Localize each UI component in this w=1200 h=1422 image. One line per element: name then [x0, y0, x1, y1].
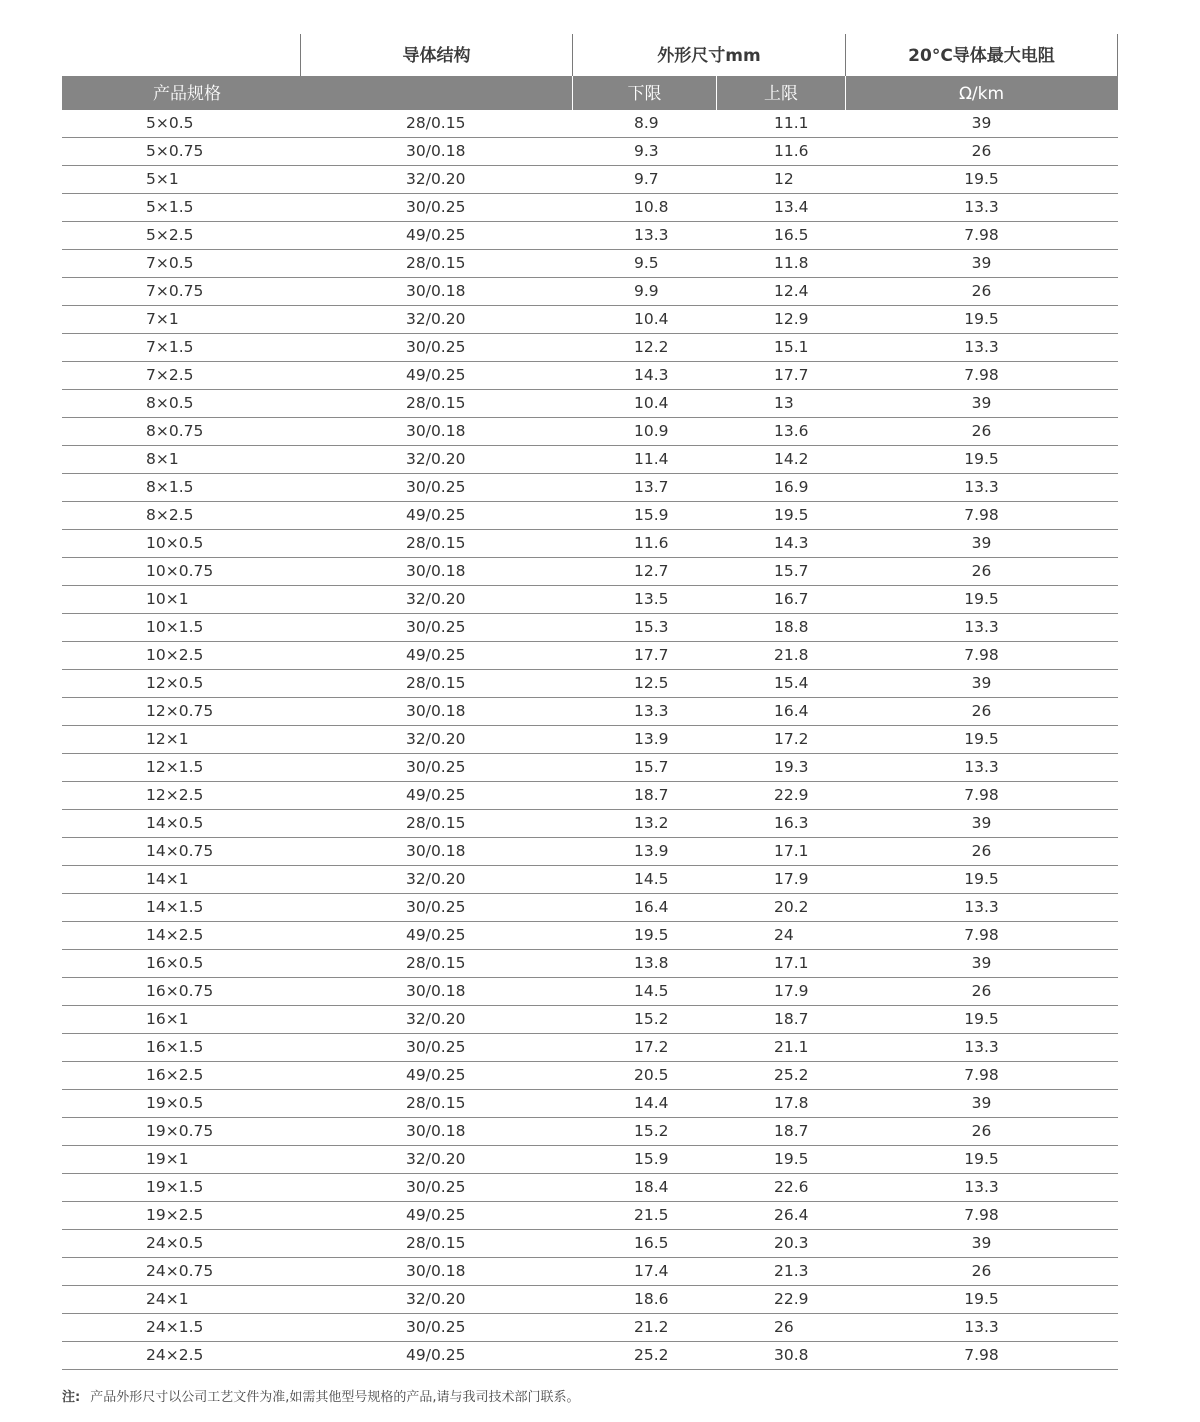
cell-resistance: 39: [971, 114, 992, 132]
cell-upper-limit: 22.9: [774, 1290, 809, 1308]
cell-lower-limit: 15.2: [634, 1010, 669, 1028]
cell-lower-limit: 17.2: [634, 1038, 669, 1056]
cell-conductor: 30/0.18: [406, 1262, 466, 1280]
table-row: [62, 894, 1118, 922]
cell-spec: 19×2.5: [146, 1206, 204, 1224]
cell-spec: 10×0.75: [146, 562, 214, 580]
cell-lower-limit: 10.4: [634, 310, 669, 328]
table-row: [62, 194, 1118, 222]
cell-upper-limit: 15.7: [774, 562, 809, 580]
cell-conductor: 32/0.20: [406, 1290, 466, 1308]
cell-upper-limit: 22.6: [774, 1178, 809, 1196]
cell-resistance: 39: [971, 954, 992, 972]
cell-upper-limit: 17.7: [774, 366, 809, 384]
cell-lower-limit: 15.9: [634, 1150, 669, 1168]
cell-spec: 5×0.75: [146, 142, 204, 160]
cell-lower-limit: 19.5: [634, 926, 669, 944]
cell-conductor: 32/0.20: [406, 730, 466, 748]
cell-conductor: 30/0.18: [406, 842, 466, 860]
cell-upper-limit: 17.1: [774, 842, 809, 860]
cell-resistance: 19.5: [964, 730, 999, 748]
table-row: [62, 1286, 1118, 1314]
cell-upper-limit: 12.9: [774, 310, 809, 328]
cell-conductor: 32/0.20: [406, 310, 466, 328]
cell-spec: 12×0.5: [146, 674, 204, 692]
cell-upper-limit: 15.4: [774, 674, 809, 692]
cell-lower-limit: 13.9: [634, 842, 669, 860]
cell-conductor: 49/0.25: [406, 1066, 466, 1084]
table-row: [62, 1314, 1118, 1342]
cell-upper-limit: 18.7: [774, 1010, 809, 1028]
cell-conductor: 30/0.18: [406, 702, 466, 720]
cell-resistance: 19.5: [964, 1150, 999, 1168]
cell-spec: 12×2.5: [146, 786, 204, 804]
cell-upper-limit: 17.9: [774, 982, 809, 1000]
cell-conductor: 28/0.15: [406, 254, 466, 272]
cell-resistance: 19.5: [964, 870, 999, 888]
cell-resistance: 19.5: [964, 1010, 999, 1028]
cell-conductor: 28/0.15: [406, 674, 466, 692]
cell-upper-limit: 17.1: [774, 954, 809, 972]
table-row: [62, 950, 1118, 978]
cell-conductor: 30/0.25: [406, 758, 466, 776]
cell-spec: 8×0.5: [146, 394, 194, 412]
table-row: [62, 1258, 1118, 1286]
table-row: [62, 558, 1118, 586]
cell-resistance: 13.3: [964, 758, 999, 776]
cell-lower-limit: 16.4: [634, 898, 669, 916]
cell-spec: 24×2.5: [146, 1346, 204, 1364]
cell-spec: 8×1: [146, 450, 179, 468]
cell-resistance: 26: [971, 562, 992, 580]
cell-spec: 8×0.75: [146, 422, 204, 440]
header-max-resistance: 20°C导体最大电阻: [908, 46, 1055, 66]
cell-conductor: 32/0.20: [406, 1150, 466, 1168]
cell-conductor: 30/0.18: [406, 1122, 466, 1140]
cell-lower-limit: 14.5: [634, 982, 669, 1000]
cell-lower-limit: 13.8: [634, 954, 669, 972]
cell-resistance: 7.98: [964, 506, 999, 524]
cell-upper-limit: 21.1: [774, 1038, 809, 1056]
cell-upper-limit: 25.2: [774, 1066, 809, 1084]
cell-upper-limit: 21.8: [774, 646, 809, 664]
cell-spec: 5×0.5: [146, 114, 194, 132]
cell-lower-limit: 18.7: [634, 786, 669, 804]
table-row: [62, 810, 1118, 838]
cell-conductor: 30/0.25: [406, 478, 466, 496]
cell-resistance: 26: [971, 142, 992, 160]
table-row: [62, 1230, 1118, 1258]
cell-lower-limit: 21.5: [634, 1206, 669, 1224]
header-outer-dimension: 外形尺寸mm: [657, 46, 761, 66]
footnote: [62, 1386, 579, 1405]
cell-conductor: 30/0.18: [406, 282, 466, 300]
header-band: [62, 76, 1118, 110]
cell-spec: 19×0.5: [146, 1094, 204, 1112]
cell-lower-limit: 14.3: [634, 366, 669, 384]
cell-upper-limit: 13.4: [774, 198, 809, 216]
cell-lower-limit: 11.6: [634, 534, 669, 552]
cell-conductor: 49/0.25: [406, 926, 466, 944]
header-product-spec: 产品规格: [153, 84, 221, 104]
cell-spec: 16×2.5: [146, 1066, 204, 1084]
cell-resistance: 26: [971, 1262, 992, 1280]
cell-upper-limit: 24: [774, 926, 794, 944]
cell-spec: 24×0.75: [146, 1262, 214, 1280]
header-lower-limit: 下限: [627, 84, 662, 104]
cell-lower-limit: 17.7: [634, 646, 669, 664]
cell-lower-limit: 13.3: [634, 226, 669, 244]
table-row: [62, 502, 1118, 530]
cell-upper-limit: 14.2: [774, 450, 809, 468]
cell-spec: 8×2.5: [146, 506, 194, 524]
cell-lower-limit: 14.5: [634, 870, 669, 888]
table-row: [62, 278, 1118, 306]
cell-upper-limit: 19.5: [774, 506, 809, 524]
table-row: [62, 390, 1118, 418]
cell-lower-limit: 15.7: [634, 758, 669, 776]
cell-resistance: 7.98: [964, 646, 999, 664]
cell-resistance: 39: [971, 814, 992, 832]
cell-resistance: 26: [971, 702, 992, 720]
cell-conductor: 49/0.25: [406, 1206, 466, 1224]
cell-resistance: 13.3: [964, 898, 999, 916]
cell-conductor: 28/0.15: [406, 534, 466, 552]
cell-lower-limit: 25.2: [634, 1346, 669, 1364]
cell-resistance: 7.98: [964, 926, 999, 944]
cell-lower-limit: 15.2: [634, 1122, 669, 1140]
table-row: [62, 474, 1118, 502]
cell-conductor: 28/0.15: [406, 814, 466, 832]
cell-conductor: 28/0.15: [406, 954, 466, 972]
cell-conductor: 30/0.18: [406, 982, 466, 1000]
cell-spec: 8×1.5: [146, 478, 194, 496]
cell-conductor: 30/0.25: [406, 1178, 466, 1196]
cell-conductor: 30/0.25: [406, 618, 466, 636]
table-row: [62, 1202, 1118, 1230]
cell-resistance: 39: [971, 1094, 992, 1112]
cell-upper-limit: 11.8: [774, 254, 809, 272]
cell-lower-limit: 15.3: [634, 618, 669, 636]
cell-spec: 14×0.5: [146, 814, 204, 832]
cell-conductor: 32/0.20: [406, 1010, 466, 1028]
cell-resistance: 39: [971, 254, 992, 272]
cell-resistance: 26: [971, 1122, 992, 1140]
cell-conductor: 32/0.20: [406, 450, 466, 468]
cell-spec: 7×1: [146, 310, 179, 328]
cell-resistance: 39: [971, 534, 992, 552]
cell-lower-limit: 13.9: [634, 730, 669, 748]
cell-upper-limit: 12: [774, 170, 794, 188]
cell-spec: 12×1.5: [146, 758, 204, 776]
header-divider: [1117, 34, 1118, 76]
cell-resistance: 13.3: [964, 1318, 999, 1336]
cell-spec: 14×1.5: [146, 898, 204, 916]
cell-upper-limit: 13: [774, 394, 794, 412]
cell-resistance: 26: [971, 842, 992, 860]
cell-upper-limit: 20.3: [774, 1234, 809, 1252]
cell-conductor: 49/0.25: [406, 786, 466, 804]
table-row: [62, 782, 1118, 810]
cell-upper-limit: 16.7: [774, 590, 809, 608]
table-row: [62, 362, 1118, 390]
cell-spec: 10×0.5: [146, 534, 204, 552]
header-group-row: [62, 34, 1118, 76]
cell-spec: 14×1: [146, 870, 189, 888]
cell-resistance: 19.5: [964, 1290, 999, 1308]
cell-spec: 16×0.75: [146, 982, 214, 1000]
table-row: [62, 866, 1118, 894]
cell-lower-limit: 13.3: [634, 702, 669, 720]
cell-conductor: 32/0.20: [406, 870, 466, 888]
cell-upper-limit: 17.9: [774, 870, 809, 888]
cell-spec: 19×1.5: [146, 1178, 204, 1196]
cell-resistance: 7.98: [964, 1346, 999, 1364]
cell-resistance: 7.98: [964, 366, 999, 384]
cell-spec: 10×2.5: [146, 646, 204, 664]
cell-upper-limit: 19.3: [774, 758, 809, 776]
cell-spec: 10×1: [146, 590, 189, 608]
cell-spec: 19×1: [146, 1150, 189, 1168]
cell-conductor: 28/0.15: [406, 1234, 466, 1252]
cell-resistance: 13.3: [964, 618, 999, 636]
cell-lower-limit: 9.9: [634, 282, 659, 300]
table-row: [62, 1342, 1118, 1370]
cell-upper-limit: 18.7: [774, 1122, 809, 1140]
cell-resistance: 19.5: [964, 450, 999, 468]
cell-lower-limit: 10.9: [634, 422, 669, 440]
cell-lower-limit: 8.9: [634, 114, 659, 132]
table-row: [62, 1146, 1118, 1174]
cell-lower-limit: 11.4: [634, 450, 669, 468]
cell-resistance: 39: [971, 1234, 992, 1252]
cell-lower-limit: 15.9: [634, 506, 669, 524]
cell-upper-limit: 15.1: [774, 338, 809, 356]
cell-conductor: 30/0.18: [406, 562, 466, 580]
cell-conductor: 49/0.25: [406, 506, 466, 524]
table-body: [62, 110, 1118, 1370]
cell-spec: 16×0.5: [146, 954, 204, 972]
cell-lower-limit: 16.5: [634, 1234, 669, 1252]
footnote-label: 注:: [62, 1390, 81, 1405]
cell-upper-limit: 20.2: [774, 898, 809, 916]
cell-resistance: 7.98: [964, 1066, 999, 1084]
cell-upper-limit: 18.8: [774, 618, 809, 636]
cell-conductor: 30/0.18: [406, 142, 466, 160]
table-row: [62, 1006, 1118, 1034]
spec-table: [62, 34, 1118, 1370]
footnote-text: 产品外形尺寸以公司工艺文件为准,如需其他型号规格的产品,请与我司技术部门联系。: [90, 1390, 580, 1405]
cell-resistance: 39: [971, 674, 992, 692]
cell-conductor: 49/0.25: [406, 226, 466, 244]
cell-spec: 14×2.5: [146, 926, 204, 944]
cell-spec: 24×1.5: [146, 1318, 204, 1336]
cell-spec: 10×1.5: [146, 618, 204, 636]
cell-conductor: 49/0.25: [406, 1346, 466, 1364]
cell-spec: 5×1: [146, 170, 179, 188]
header-upper-limit: 上限: [764, 84, 798, 104]
cell-upper-limit: 11.6: [774, 142, 809, 160]
cell-resistance: 19.5: [964, 310, 999, 328]
cell-resistance: 39: [971, 394, 992, 412]
cell-lower-limit: 13.5: [634, 590, 669, 608]
header-conductor-structure: 导体结构: [402, 46, 471, 66]
cell-lower-limit: 20.5: [634, 1066, 669, 1084]
cell-spec: 7×2.5: [146, 366, 194, 384]
cell-upper-limit: 30.8: [774, 1346, 809, 1364]
cell-upper-limit: 16.9: [774, 478, 809, 496]
cell-lower-limit: 17.4: [634, 1262, 669, 1280]
table-row: [62, 306, 1118, 334]
table-row: [62, 754, 1118, 782]
cell-resistance: 7.98: [964, 1206, 999, 1224]
cell-upper-limit: 21.3: [774, 1262, 809, 1280]
table-row: [62, 250, 1118, 278]
cell-conductor: 32/0.20: [406, 590, 466, 608]
cell-conductor: 28/0.15: [406, 1094, 466, 1112]
cell-lower-limit: 10.8: [634, 198, 669, 216]
table-row: [62, 922, 1118, 950]
cell-upper-limit: 13.6: [774, 422, 809, 440]
cell-lower-limit: 18.4: [634, 1178, 669, 1196]
cell-lower-limit: 12.7: [634, 562, 669, 580]
cell-conductor: 30/0.25: [406, 198, 466, 216]
cell-conductor: 30/0.25: [406, 1318, 466, 1336]
table-row: [62, 642, 1118, 670]
cell-lower-limit: 12.2: [634, 338, 669, 356]
table-row: [62, 978, 1118, 1006]
cell-resistance: 26: [971, 282, 992, 300]
cell-resistance: 26: [971, 982, 992, 1000]
cell-lower-limit: 12.5: [634, 674, 669, 692]
cell-conductor: 30/0.25: [406, 338, 466, 356]
table-row: [62, 166, 1118, 194]
cell-resistance: 26: [971, 422, 992, 440]
cell-conductor: 49/0.25: [406, 646, 466, 664]
cell-upper-limit: 26.4: [774, 1206, 809, 1224]
cell-conductor: 30/0.25: [406, 1038, 466, 1056]
cell-spec: 5×1.5: [146, 198, 194, 216]
cell-upper-limit: 14.3: [774, 534, 809, 552]
cell-conductor: 32/0.20: [406, 170, 466, 188]
cell-resistance: 13.3: [964, 198, 999, 216]
cell-spec: 12×0.75: [146, 702, 214, 720]
cell-lower-limit: 10.4: [634, 394, 669, 412]
cell-lower-limit: 13.7: [634, 478, 669, 496]
table-row: [62, 838, 1118, 866]
cell-resistance: 19.5: [964, 590, 999, 608]
table-row: [62, 614, 1118, 642]
table-row: [62, 726, 1118, 754]
header-resistance-unit: Ω/km: [958, 84, 1005, 104]
table-row: [62, 586, 1118, 614]
table-row: [62, 110, 1118, 138]
table-row: [62, 334, 1118, 362]
cell-upper-limit: 12.4: [774, 282, 809, 300]
table-row: [62, 1174, 1118, 1202]
cell-spec: 7×0.5: [146, 254, 194, 272]
table-row: [62, 1118, 1118, 1146]
cell-upper-limit: 11.1: [774, 114, 809, 132]
cell-lower-limit: 21.2: [634, 1318, 669, 1336]
cell-conductor: 30/0.18: [406, 422, 466, 440]
cell-spec: 5×2.5: [146, 226, 194, 244]
cell-upper-limit: 16.3: [774, 814, 809, 832]
cell-spec: 7×1.5: [146, 338, 194, 356]
cell-resistance: 13.3: [964, 338, 999, 356]
cell-spec: 19×0.75: [146, 1122, 214, 1140]
table-row: [62, 418, 1118, 446]
cell-spec: 12×1: [146, 730, 189, 748]
cell-upper-limit: 16.5: [774, 226, 809, 244]
table-row: [62, 222, 1118, 250]
cell-conductor: 49/0.25: [406, 366, 466, 384]
cell-spec: 14×0.75: [146, 842, 214, 860]
cell-spec: 16×1.5: [146, 1038, 204, 1056]
cell-conductor: 28/0.15: [406, 114, 466, 132]
cell-resistance: 7.98: [964, 226, 999, 244]
cell-resistance: 19.5: [964, 170, 999, 188]
cell-lower-limit: 9.7: [634, 170, 659, 188]
cell-lower-limit: 9.3: [634, 142, 659, 160]
cell-resistance: 7.98: [964, 786, 999, 804]
cell-spec: 7×0.75: [146, 282, 204, 300]
cell-upper-limit: 17.2: [774, 730, 809, 748]
cell-lower-limit: 13.2: [634, 814, 669, 832]
cell-upper-limit: 26: [774, 1318, 794, 1336]
cell-upper-limit: 19.5: [774, 1150, 809, 1168]
cell-spec: 16×1: [146, 1010, 189, 1028]
table-row: [62, 1034, 1118, 1062]
cell-conductor: 28/0.15: [406, 394, 466, 412]
cell-resistance: 13.3: [964, 1178, 999, 1196]
table-row: [62, 670, 1118, 698]
cell-conductor: 30/0.25: [406, 898, 466, 916]
table-row: [62, 698, 1118, 726]
cell-upper-limit: 22.9: [774, 786, 809, 804]
table-row: [62, 446, 1118, 474]
table-row: [62, 1090, 1118, 1118]
table-row: [62, 138, 1118, 166]
cell-resistance: 13.3: [964, 478, 999, 496]
cell-upper-limit: 17.8: [774, 1094, 809, 1112]
cell-spec: 24×0.5: [146, 1234, 204, 1252]
table-row: [62, 1062, 1118, 1090]
cell-resistance: 13.3: [964, 1038, 999, 1056]
cell-upper-limit: 16.4: [774, 702, 809, 720]
cell-lower-limit: 14.4: [634, 1094, 669, 1112]
cell-lower-limit: 9.5: [634, 254, 659, 272]
cell-lower-limit: 18.6: [634, 1290, 669, 1308]
table-row: [62, 530, 1118, 558]
cell-spec: 24×1: [146, 1290, 189, 1308]
